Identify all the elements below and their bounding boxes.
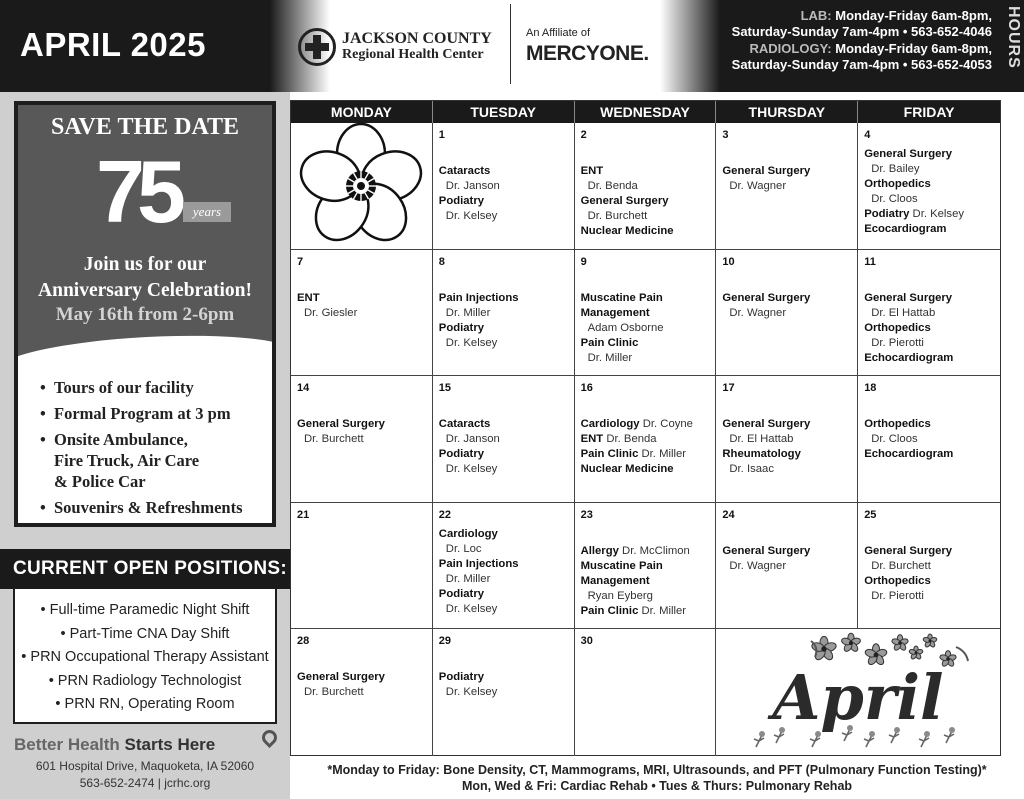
day-number: 2 (580, 129, 587, 141)
day-cell-1 (433, 123, 575, 250)
appointment-entry (864, 417, 994, 447)
day-cell-28 (291, 629, 433, 756)
appointment-entry (581, 336, 710, 366)
day-cell-15 (433, 376, 575, 503)
appointment-entry (864, 222, 994, 237)
doctor-name: Dr. Kelsey (445, 602, 498, 615)
appointment-entry (581, 194, 710, 224)
doctor-name: Dr. Miller (587, 351, 633, 364)
day-cell-14 (291, 376, 433, 503)
day-cell-21 (291, 503, 433, 630)
lab-hours-line2: Saturday-Sunday 7am-4pm • 563-652-4046 (731, 24, 992, 39)
appointment-entry (722, 291, 851, 321)
appointment-entry (439, 557, 568, 587)
doctor-name: Dr. Wagner (729, 180, 787, 192)
specialty: General Surgery (722, 165, 811, 177)
left-panel (0, 92, 290, 799)
specialty: Podiatry (438, 448, 484, 461)
day-number: 21 (297, 508, 310, 521)
doctor-name: Dr. Giesler (304, 306, 358, 319)
flower-illustration (291, 123, 433, 250)
specialty: Pain Clinic (580, 336, 639, 349)
day-header-monday: MONDAY (291, 101, 433, 123)
doctor-name: Dr. Wagner (729, 306, 787, 319)
day-number: 23 (580, 508, 593, 521)
day-cell-9 (575, 250, 717, 377)
specialty: General Surgery (297, 671, 385, 684)
address: 601 Hospital Drive, Maquoketa, IA 52060 (35, 759, 255, 773)
appointment-entry (864, 147, 994, 177)
day-cell-4 (858, 123, 1000, 250)
doctor-name: Dr. Burchett (587, 210, 648, 222)
day-number: 30 (580, 635, 593, 648)
tagline-part-a: Better Health (14, 735, 125, 754)
day-number: 8 (438, 255, 445, 268)
doctor-name: Dr. Coyne (642, 418, 693, 431)
lab-hours-line1 (732, 8, 992, 24)
day-cell-17 (716, 376, 858, 503)
specialty: Podiatry (864, 208, 910, 220)
month-title: APRIL 2025 (20, 26, 206, 63)
appointment-entry (439, 164, 568, 194)
open-positions-title: CURRENT OPEN POSITIONS: (0, 549, 290, 589)
specialty: Orthopedics (864, 574, 931, 587)
doctor-name: Dr. El Hattab (871, 306, 936, 319)
day-number: 1 (438, 129, 445, 141)
doctor-name: Dr. Miller (641, 448, 687, 461)
doctor-name: Dr. McClimon (622, 544, 690, 557)
specialty-cont: Management (580, 574, 650, 587)
radiology-hours-weekday: Monday-Friday 6am-8pm, (835, 41, 992, 56)
appointment-entry (722, 164, 851, 194)
day-number: 25 (864, 508, 877, 521)
event-item: • Formal Program at 3 pm (40, 403, 276, 424)
open-positions-card (13, 589, 277, 724)
doctor-name: Dr. Isaac (729, 463, 774, 476)
event-item: • Souvenirs & Refreshments (40, 497, 276, 518)
appointment-entry (864, 177, 994, 207)
doctor-name: Dr. Benda (587, 180, 638, 192)
appointment-entry (581, 224, 710, 239)
april-illustration-cell (716, 629, 945, 756)
appointment-entry (722, 447, 851, 477)
event-date: May 16th from 2-6pm (55, 304, 235, 325)
doctor-name: Dr. Cloos (871, 433, 918, 446)
doctor-name: Dr. Kelsey (445, 686, 498, 699)
appointment-entry (581, 559, 710, 604)
doctor-name: Dr. Wagner (729, 559, 787, 572)
specialty: General Surgery (864, 544, 953, 557)
day-number: 9 (580, 255, 587, 268)
day-cell-16 (575, 376, 717, 503)
specialty: ENT (580, 433, 604, 446)
specialty: Allergy (580, 544, 619, 557)
appointment-entry (297, 670, 426, 700)
specialty: Echocardiogram (864, 448, 954, 461)
radiology-hours-line1 (732, 41, 992, 57)
appointment-entry (297, 291, 426, 321)
specialty: Cataracts (438, 165, 491, 177)
join-text (18, 252, 272, 304)
footer-note (290, 762, 1024, 794)
specialty: ENT (580, 165, 604, 177)
appointment-entry (297, 417, 426, 447)
position-item: • PRN Occupational Therapy Assistant (21, 649, 269, 665)
doctor-name: Dr. Janson (445, 433, 500, 446)
affiliate-logo: MERCYONE. (526, 42, 649, 65)
position-item: • PRN RN, Operating Room (55, 696, 235, 712)
doctor-name: Dr. Kelsey (445, 463, 498, 476)
day-number: 11 (864, 255, 876, 268)
specialty: ENT (297, 291, 320, 304)
specialty: Echocardiogram (864, 351, 954, 364)
specialty: Podiatry (438, 195, 484, 207)
appointment-entry (864, 321, 994, 351)
doctor-name: Dr. Miller (641, 604, 687, 617)
day-cell-29 (433, 629, 575, 756)
day-cell-8 (433, 250, 575, 377)
appointment-entry (439, 527, 568, 557)
specialty: Pain Injections (438, 557, 519, 570)
day-number: 22 (438, 508, 452, 521)
day-number: 29 (438, 635, 452, 648)
doctor-name: Dr. Burchett (304, 433, 364, 446)
positions-list (15, 589, 275, 717)
position-item: • Part-Time CNA Day Shift (60, 625, 230, 642)
day-cell-30 (575, 629, 717, 756)
logo-divider (510, 4, 511, 84)
day-number: 10 (722, 255, 735, 268)
appointment-entry (439, 417, 568, 447)
appointment-entry (864, 544, 994, 574)
specialty: Pain Clinic (580, 448, 639, 461)
appointment-entry (864, 207, 994, 222)
day-header-friday: FRIDAY (903, 104, 955, 120)
event-item: • Tours of our facility (40, 377, 276, 398)
doctor-name: Dr. Janson (445, 180, 500, 192)
day-number: 18 (864, 382, 877, 395)
cross-logo-icon (298, 28, 336, 66)
specialty: Pain Clinic (580, 604, 639, 617)
flower-icon (291, 123, 431, 249)
specialty: General Surgery (722, 291, 811, 304)
specialty: Cardiology (438, 527, 498, 540)
appointment-entry (439, 447, 568, 477)
doctor-name: Dr. Miller (445, 306, 491, 319)
save-the-date-title: SAVE THE DATE (50, 114, 240, 140)
day-number: 7 (297, 255, 304, 268)
specialty: Orthopedics (864, 321, 931, 334)
day-header-thursday: THURSDAY (716, 101, 858, 123)
doctor-name: Ryan Eyberg (587, 589, 653, 602)
day-number: 15 (438, 382, 452, 395)
event-list (40, 377, 276, 523)
doctor-name: Dr. Kelsey (912, 208, 965, 220)
specialty: Muscatine Pain (580, 559, 663, 572)
years-tag: years (183, 202, 231, 222)
calendar-grid (291, 123, 1000, 756)
day-number: 24 (722, 508, 735, 521)
day-cell-18 (858, 376, 1000, 503)
day-header-wednesday: WEDNESDAY (575, 101, 717, 123)
day-cell-2 (575, 123, 717, 250)
appointment-entry (581, 544, 710, 559)
hours-label: HOURS (1005, 6, 1022, 69)
page-header (0, 0, 1024, 92)
specialty-cont: Management (580, 306, 650, 319)
event-item: • Onsite Ambulance, Fire Truck, Air Care & Police Car (40, 429, 276, 492)
join-line-2: Anniversary Celebration! (38, 280, 252, 301)
doctor-name: Dr. Miller (445, 572, 491, 585)
day-cell-7 (291, 250, 433, 377)
doctor-name: Dr. Loc (445, 542, 482, 555)
specialty: Podiatry (438, 587, 484, 600)
specialty: General Surgery (722, 544, 811, 557)
april-word: April (772, 661, 945, 735)
specialty: Podiatry (438, 671, 484, 684)
appointment-entry (439, 587, 568, 617)
doctor-name: Dr. El Hattab (729, 433, 794, 446)
appointment-entry (581, 291, 710, 336)
specialty: Muscatine Pain (580, 291, 663, 304)
calendar-header (291, 101, 1000, 123)
appointment-entry (722, 544, 851, 574)
appointment-entry (581, 604, 710, 619)
day-number: 28 (297, 635, 310, 648)
appointment-entry (581, 462, 710, 477)
specialty: General Surgery (580, 195, 669, 207)
specialty: Ecocardiogram (864, 223, 947, 235)
doctor-name: Dr. Pierotti (871, 589, 924, 602)
radiology-hours-line2: Saturday-Sunday 7am-4pm • 563-652-4053 (731, 57, 992, 72)
org-name: JACKSON COUNTY (342, 30, 492, 47)
appointment-entry (722, 417, 851, 447)
doctor-name: Dr. Kelsey (445, 336, 498, 349)
day-cell-22 (433, 503, 575, 630)
contact-info (0, 758, 290, 792)
appointment-entry (439, 670, 568, 700)
day-number: 17 (722, 382, 735, 395)
appointment-entry (439, 291, 568, 321)
save-the-date-card (14, 101, 276, 527)
phone-website: 563-652-2474 | jcrhc.org (79, 776, 211, 790)
day-number: 14 (297, 382, 310, 395)
doctor-name: Dr. Kelsey (445, 210, 498, 222)
specialty: General Surgery (297, 418, 385, 431)
day-cell-23 (575, 503, 717, 630)
day-number: 4 (864, 129, 871, 141)
appointment-entry (864, 574, 994, 604)
doctor-name: Dr. Benda (606, 433, 657, 446)
specialty: Nuclear Medicine (580, 225, 674, 237)
hours-info (732, 8, 992, 73)
calendar (290, 100, 1001, 756)
radiology-label: RADIOLOGY: (749, 41, 832, 56)
specialty: Rheumatology (722, 448, 801, 461)
day-number: 16 (580, 382, 593, 395)
footer-line-1: *Monday to Friday: Bone Density, CT, Mammograms, MRI, Ultrasounds, and PFT (Pulmonary Function Testing)* (327, 763, 987, 777)
location-pin-icon (259, 727, 280, 748)
position-item: • Full-time Paramedic Night Shift (40, 602, 250, 618)
doctor-name: Dr. Burchett (871, 559, 931, 572)
doctor-name: Adam Osborne (587, 321, 664, 334)
specialty: Nuclear Medicine (580, 463, 674, 476)
specialty: General Surgery (722, 418, 811, 431)
position-item: • PRN Radiology Technologist (48, 672, 242, 689)
appointment-entry (439, 194, 568, 224)
specialty: Pain Injections (438, 291, 519, 304)
day-header-tuesday: TUESDAY (433, 101, 575, 123)
join-line-1: Join us for our (83, 254, 207, 275)
footer-line-2: Mon, Wed & Fri: Cardiac Rehab • Tues & Thurs: Pulmonary Rehab (461, 779, 853, 793)
doctor-name: Dr. Pierotti (871, 336, 924, 349)
day-cell-11 (858, 250, 1000, 377)
specialty: General Surgery (864, 291, 953, 304)
specialty: Cardiology (580, 418, 640, 431)
appointment-entry (581, 417, 710, 432)
appointment-entry (581, 447, 710, 462)
org-subtitle: Regional Health Center (342, 47, 484, 62)
appointment-entry (581, 432, 710, 447)
anniversary-number: 75 (96, 142, 178, 241)
day-cell-25 (858, 503, 1000, 630)
specialty: Cataracts (438, 418, 491, 431)
day-cell-3 (716, 123, 858, 250)
specialty: Orthopedics (864, 178, 931, 190)
appointment-entry (581, 164, 710, 194)
lab-hours-weekday: Monday-Friday 6am-8pm, (835, 8, 992, 23)
day-number: 3 (722, 129, 729, 141)
specialty: Podiatry (438, 321, 484, 334)
appointment-entry (864, 447, 994, 462)
specialty: General Surgery (864, 148, 953, 160)
affiliate-label: An Affiliate of (526, 27, 591, 39)
day-cell-24 (716, 503, 858, 630)
lab-label: LAB: (800, 8, 832, 23)
day-cell-10 (716, 250, 858, 377)
doctor-name: Dr. Bailey (871, 163, 920, 175)
specialty: Orthopedics (864, 418, 931, 431)
tagline-part-b: Starts Here (124, 735, 216, 754)
appointment-entry (864, 291, 994, 321)
doctor-name: Dr. Burchett (304, 686, 364, 699)
doctor-name: Dr. Cloos (871, 193, 918, 205)
tagline (14, 735, 215, 755)
april-illustration-cell-2 (858, 629, 1000, 756)
appointment-entry (864, 351, 994, 366)
appointment-entry (439, 321, 568, 351)
